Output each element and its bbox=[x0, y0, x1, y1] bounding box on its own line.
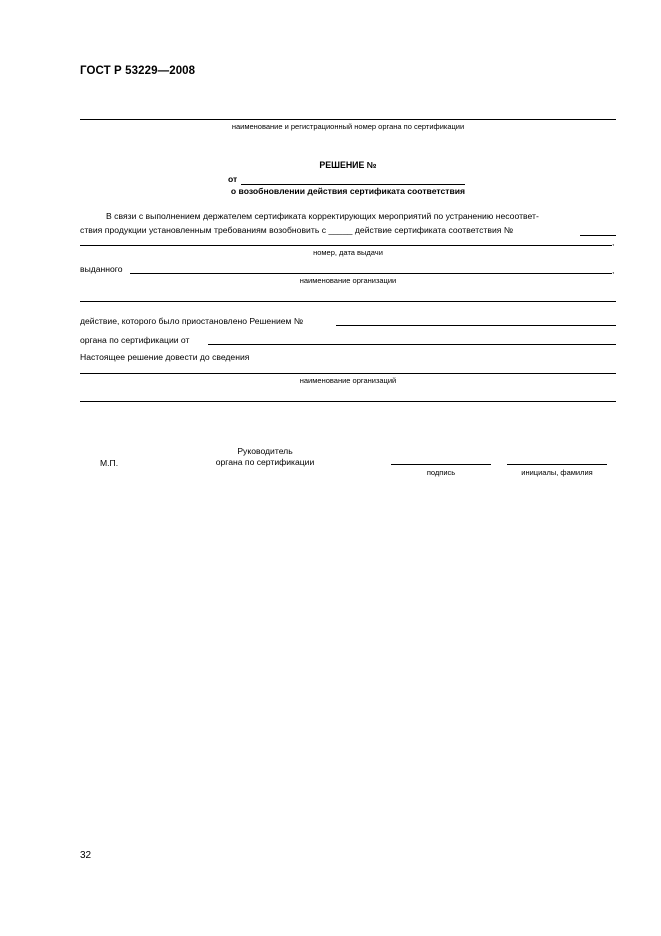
name-field[interactable] bbox=[507, 464, 607, 465]
suspended-decision-label: действие, которого было приостановлено Решением № bbox=[80, 316, 304, 326]
comma: , bbox=[612, 237, 615, 247]
signature-caption: подпись bbox=[426, 468, 456, 477]
comma: , bbox=[612, 265, 615, 275]
issued-organization-field[interactable] bbox=[130, 273, 612, 274]
certificate-number-field-start[interactable] bbox=[580, 235, 616, 236]
notify-organizations-field-2[interactable] bbox=[80, 401, 616, 402]
certification-body-field[interactable] bbox=[80, 119, 616, 120]
stamp-label: М.П. bbox=[100, 458, 119, 468]
paragraph-line-1: В связи с выполнением держателем сертификата корректирующих мероприятий по устранению несоответ- bbox=[106, 211, 539, 221]
certification-body-date-field[interactable] bbox=[208, 344, 616, 345]
organization-continuation-field[interactable] bbox=[80, 301, 616, 302]
certification-body-caption: наименование и регистрационный номер органа по сертификации bbox=[231, 122, 465, 131]
certificate-number-caption: номер, дата выдачи bbox=[313, 248, 383, 257]
paragraph-line-2: ствия продукции установленным требованиям возобновить с _____ действие сертификата соответствия № bbox=[80, 225, 514, 235]
document-code: ГОСТ Р 53229—2008 bbox=[80, 65, 196, 77]
issued-prefix: выданного bbox=[80, 264, 123, 274]
head-role-line-2: органа по сертификации bbox=[215, 457, 315, 467]
certificate-number-field[interactable] bbox=[80, 245, 612, 246]
decision-title: РЕШЕНИЕ № bbox=[319, 160, 377, 170]
decision-date-field[interactable] bbox=[241, 184, 465, 185]
signature-field[interactable] bbox=[391, 464, 491, 465]
name-caption: инициалы, фамилия bbox=[521, 468, 593, 477]
organizations-caption: наименование организаций bbox=[299, 376, 397, 385]
certification-body-date-label: органа по сертификации от bbox=[80, 335, 190, 345]
head-role-line-1: Руководитель bbox=[237, 446, 293, 456]
decision-date-prefix: от bbox=[228, 174, 238, 184]
suspended-decision-number-field[interactable] bbox=[336, 325, 616, 326]
notify-label: Настоящее решение довести до сведения bbox=[80, 352, 250, 362]
notify-organizations-field[interactable] bbox=[80, 373, 616, 374]
decision-subject: о возобновлении действия сертификата соответствия bbox=[230, 186, 466, 196]
page-number: 32 bbox=[80, 850, 92, 861]
organization-caption: наименование организации bbox=[299, 276, 397, 285]
